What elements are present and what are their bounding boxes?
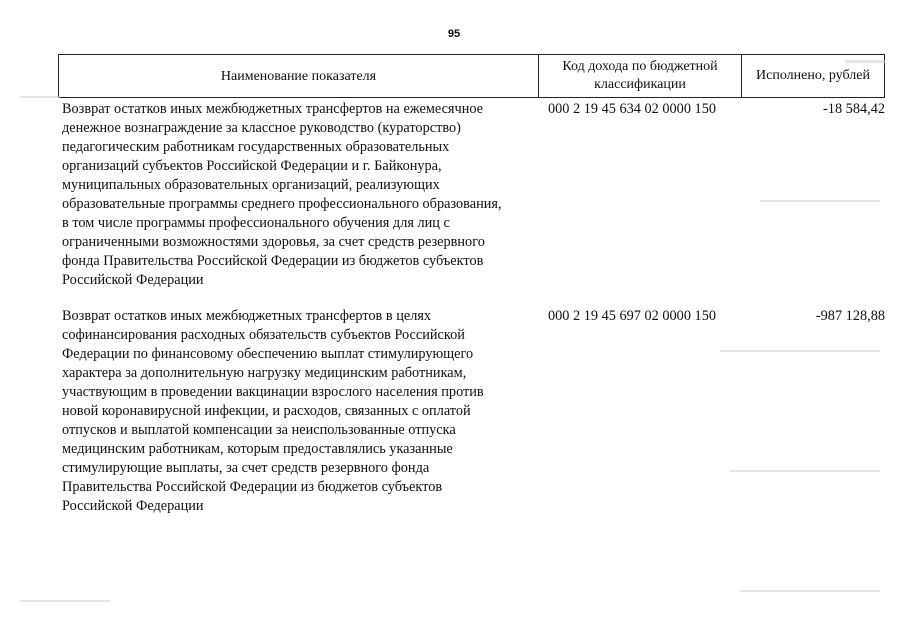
scan-noise [20, 600, 110, 602]
scan-noise [845, 60, 885, 63]
scan-noise [720, 350, 880, 352]
header-code: Код дохода по бюджетной классификации [539, 55, 742, 97]
page-number: 95 [447, 28, 461, 40]
row-name: Возврат остатков иных межбюджетных трансфертов в целях софинансирования расходных обязательств субъектов Российской Федерации по финансовому обеспечению выплат стимулирующего характера за дополнительную нагрузку медицинским работникам, участвующим в проведении вакцинации взрослого населения против новой коронавирусной инфекции, и расходов, связанных с оплатой отпусков и выплатой компенсации за неиспользованные отпуска медицинским работникам, которым предоставлялись указанные стимулирующие выплаты, за счет средств резервного фонда Правительства Российской Федерации из бюджетов субъектов Российской Федерации [62, 308, 484, 514]
header-amount: Исполнено, рублей [756, 68, 870, 83]
scan-noise [740, 590, 880, 592]
scan-noise [760, 200, 880, 202]
scan-noise [20, 96, 60, 98]
row-name: Возврат остатков иных межбюджетных трансфертов на ежемесячное денежное вознаграждение за классное руководство (кураторство) педагогическим работникам государственных образовательных организаций субъектов Российской Федерации и г. Байконура, муниципальных образовательных организаций, реализующих образовательные программы среднего профессионального образования, в том числе программы профессионального обучения для лиц с ограниченными возможностями здоровья, за счет средств резервного фонда Правительства Российской Федерации из бюджетов субъектов Российской Федерации [62, 101, 502, 288]
header-name: Наименование показателя [59, 55, 539, 97]
table-header [58, 54, 885, 98]
scan-noise [730, 470, 880, 472]
row-code: 000 2 19 45 634 02 0000 150 [548, 101, 716, 117]
row-amount: -18 584,42 [823, 101, 885, 117]
row-code: 000 2 19 45 697 02 0000 150 [548, 308, 716, 324]
row-amount: -987 128,88 [815, 308, 885, 324]
